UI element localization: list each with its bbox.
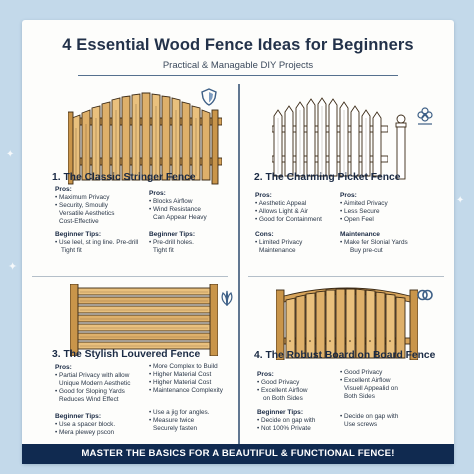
row-divider-left bbox=[32, 276, 228, 277]
tips-item: • Decide on gap with bbox=[340, 413, 399, 420]
tips-label: Beginner Tips: bbox=[55, 413, 102, 420]
shield-icon bbox=[201, 88, 217, 106]
tips-item: • Use a jig for angles. bbox=[149, 409, 210, 416]
tips-item: Buy pre-cut bbox=[350, 247, 383, 254]
cons-item: • Good Privacy bbox=[340, 369, 383, 376]
tips-item: • Measure twice bbox=[149, 417, 195, 424]
cons-label: Pros: bbox=[340, 192, 357, 199]
pros-item: • Partial Privacy with allow bbox=[55, 372, 130, 379]
section-title: 3. The Stylish Louvered Fence bbox=[52, 349, 201, 360]
tips-item: • Pre-drill holes. bbox=[149, 239, 194, 246]
pros-item: • Aesthetic Appeal bbox=[255, 200, 307, 207]
title-divider bbox=[78, 75, 398, 76]
cons-item: • Maintenance Complexity bbox=[149, 387, 223, 394]
row-divider-right bbox=[248, 276, 444, 277]
tips-item: • Use leel, st ing line. Pre-drill bbox=[55, 239, 139, 246]
cons-item: • Less Secure bbox=[340, 208, 380, 215]
cons-item: Can Appear Heavy bbox=[153, 214, 207, 221]
section-title: 1. The Classic Stringer Fence bbox=[52, 172, 196, 183]
pros-label: Pros: bbox=[257, 371, 274, 378]
pros-label: Pros: bbox=[255, 192, 272, 199]
flower-icon bbox=[416, 106, 434, 126]
pros-item: • Maximum Privacy bbox=[55, 194, 110, 201]
tips-label: Beginner Tips: bbox=[149, 231, 196, 238]
pros-item: • Good Privacy bbox=[257, 379, 300, 386]
picket-post-illustration bbox=[394, 114, 408, 180]
cons-item: • Aimited Privacy bbox=[340, 200, 388, 207]
page-title: 4 Essential Wood Fence Ideas for Beginners bbox=[62, 36, 414, 54]
column-divider bbox=[238, 84, 240, 456]
pros-label: Pros: bbox=[55, 364, 72, 371]
cons-label: Cons: bbox=[255, 231, 274, 238]
tips-item: • Use a spacer block. bbox=[55, 421, 116, 428]
tips-label: Beginner Tips: bbox=[257, 409, 304, 416]
pros-label: Pros: bbox=[55, 186, 72, 193]
cons-item: • More Complex to Build bbox=[149, 363, 218, 370]
cons-label: Pros: bbox=[149, 190, 166, 197]
pros-item: Reduces Wind Effect bbox=[59, 396, 119, 403]
tips-item: • Mera plewey pscon bbox=[55, 429, 115, 436]
page-subtitle: Practical & Managable DIY Projects bbox=[162, 60, 314, 71]
footer-banner: MASTER THE BASICS FOR A BEAUTIFUL & FUNCTIONAL FENCE! bbox=[22, 444, 454, 464]
cons-item: • Excellent Airflow bbox=[340, 377, 391, 384]
pros-item: Versatile Aesthetics bbox=[59, 210, 115, 217]
infographic-card bbox=[22, 20, 454, 464]
cons-item: • Limited Privacy bbox=[255, 239, 303, 246]
maintenance-label: Maintenance bbox=[340, 231, 380, 238]
picket-fence-illustration bbox=[272, 96, 388, 180]
pros-item: • Good for Containment bbox=[255, 216, 322, 223]
leaf-icon bbox=[218, 290, 236, 306]
tips-item: Securely fasten bbox=[153, 425, 198, 432]
board-on-board-fence-illustration bbox=[276, 282, 418, 360]
sparkle-icon: ✦ bbox=[8, 261, 18, 273]
tips-item: • Not 100% Private bbox=[257, 425, 311, 432]
louvered-fence-illustration bbox=[70, 284, 218, 356]
pros-item: Unique Modern Aesthetic bbox=[59, 380, 131, 387]
pros-item: • Allows Light & Air bbox=[255, 208, 309, 215]
rings-icon bbox=[416, 288, 434, 302]
cons-item: • Wind Resistance bbox=[149, 206, 201, 213]
tips-item: • Make fer Slonial Yards bbox=[340, 239, 408, 246]
cons-item: • Higher Material Cost bbox=[149, 379, 212, 386]
tips-item: Tight fit bbox=[61, 247, 82, 254]
tips-label: Beginner Tips: bbox=[55, 231, 102, 238]
tips-item: Use screws bbox=[344, 421, 378, 428]
cons-item: Visuell Appealid on bbox=[344, 385, 398, 392]
cons-item: • Blocks Airflow bbox=[149, 198, 193, 205]
pros-item: • Good for Sloping Yards bbox=[55, 388, 125, 395]
tips-item: Tight fit bbox=[153, 247, 174, 254]
cons-item: • Open Feel bbox=[340, 216, 374, 223]
cons-item: • Higher Material Cost bbox=[149, 371, 212, 378]
cons-item: Maintenance bbox=[259, 247, 296, 254]
pros-item: on Both Sides bbox=[263, 395, 303, 402]
sparkle-icon: ✦ bbox=[6, 149, 15, 160]
pros-item: • Excellent Airflow bbox=[257, 387, 308, 394]
sparkle-icon: ✦ bbox=[456, 195, 465, 206]
tips-item: • Decide on gap with bbox=[257, 417, 316, 424]
section-title: 4. The Robust Board on Board Fence bbox=[254, 350, 436, 361]
pros-item: Cost-Effective bbox=[59, 218, 99, 225]
pros-item: • Security, Smoully bbox=[55, 202, 108, 209]
cons-item: Both Sides bbox=[344, 393, 375, 400]
section-title: 2. The Charming Picket Fence bbox=[254, 172, 401, 183]
